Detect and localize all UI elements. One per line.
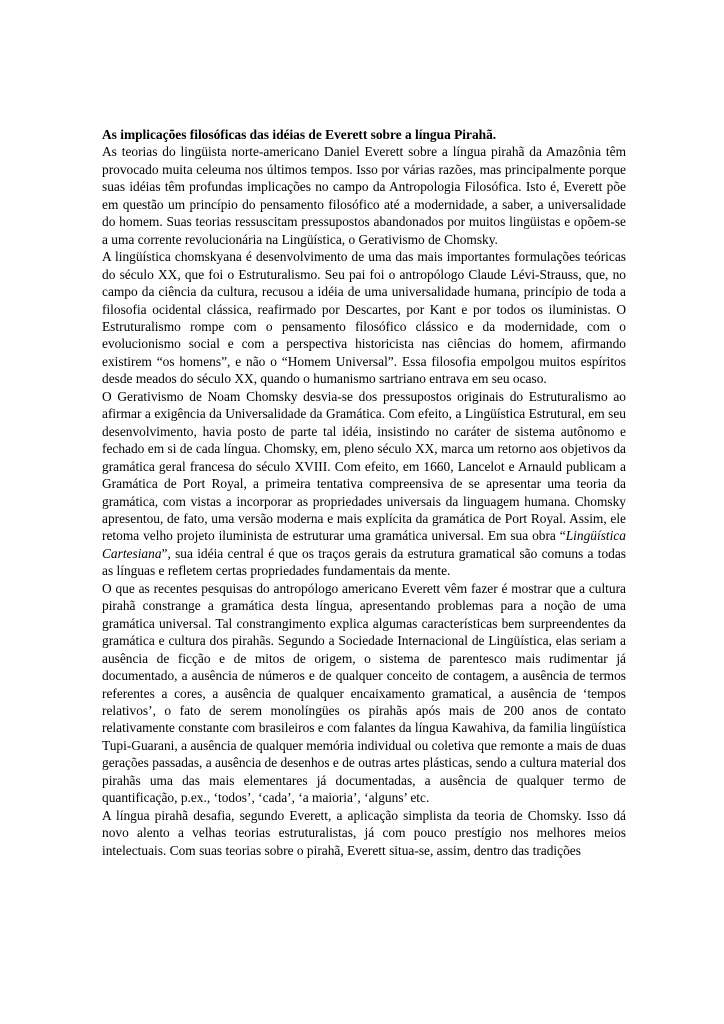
paragraph-3-text-after: ”, sua idéia central é que os traços gerais da estrutura gramatical são comuns a todas as línguas e refletem certas propriedades fundamentais da mente. — [102, 545, 626, 579]
book-title-emphasis: Lingüística Cartesiana — [102, 528, 626, 561]
document-page — [102, 126, 626, 859]
paragraph-2: A lingüística chomskyana é desenvolvimento de uma das mais importantes formulações teóricas do século XX, que foi o Estruturalismo. Seu pai foi o antropólogo Claude Lévi-Strauss, que, no campo da ciência da cultura, recusou a idéia de uma universalidade humana, princípio de toda a filosofia ocidental clássica, reafirmado por Descartes, por Kant e por todos os iluministas. O Estruturalismo rompe com o pensamento filosófico clássico e da modernidade, com o evolucionismo social e com a perspectiva historicista nas ciências do homem, afirmando existirem “os homens”, e não o “Homem Universal”. Essa filosofia empolgou muitos espíritos desde meados do século XX, quando o humanismo sartriano entrava em seu ocaso. — [102, 249, 626, 387]
paragraph-4: O que as recentes pesquisas do antropólogo americano Everett vêm fazer é mostrar que a cultura pirahã constrange a gramática desta língua, apresentando problemas para a noção de uma gramática universal. Tal constrangimento explica algumas características bem surpreendentes da gramática e cultura dos pirahãs. Segundo a Sociedade Internacional de Lingüística, elas seriam a ausência de ficção e de mitos de origem, o sistema de parentesco mais rudimentar já documentado, a ausência de números e de qualquer conceito de contagem, a ausência de termos referentes a cores, a ausência de qualquer encaixamento gramatical, a ausência de ‘tempos relativos’, o fato de serem monolíngües os pirahãs após mais de 200 anos de contato relativamente constante com brasileiros e com falantes da língua Kawahiva, da familia lingüística Tupi-Guarani, a ausência de qualquer memória individual ou coletiva que remonte a mais de duas gerações passadas, a ausência de desenhos e de outras artes plásticas, sendo a cultura material dos pirahãs uma das mais elementares já documentadas, a ausência de qualquer termo de quantificação, p.ex., ‘todos’, ‘cada’, ‘a maioria’, ‘alguns’ etc. — [102, 580, 626, 806]
paragraph-3 — [102, 388, 626, 580]
paragraph-1: As teorias do lingüista norte-americano Daniel Everett sobre a língua pirahã da Amazônia têm provocado muita celeuma nos últimos tempos. Isso por várias razões, mas principalmente porque suas idéias têm profundas implicações no campo da Antropologia Filosófica. Isto é, Everett põe em questão um princípio do pensamento filosófico até a modernidade, a saber, a universalidade do homem. Suas teorias ressuscitam pressupostos abandonados por muitos lingüistas e opõem-se a uma corrente revolucionária na Lingüística, o Gerativismo de Chomsky. — [102, 144, 626, 247]
paragraph-5: A língua pirahã desafia, segundo Everett, a aplicação simplista da teoria de Chomsky. Isso dá novo alento a velhas teorias estruturalistas, já com pouco prestígio nos melhores meios intelectuais. Com suas teorias sobre o pirahã, Everett situa-se, assim, dentro das tradições — [102, 807, 626, 858]
document-title: As implicações filosóficas das idéias de Everett sobre a língua Pirahã. — [102, 127, 497, 142]
paragraph-3-text-before: O Gerativismo de Noam Chomsky desvia-se dos pressupostos originais do Estruturalismo ao afirmar a exigência da Universalidade da Gramática. Com efeito, a Lingüística Estrutural, em seu desenvolvimento, havia posto de parte tal idéia, insistindo no caráter de sistema autônomo e fechado em si de cada língua. Chomsky, em, pleno século XX, marca um retorno aos objetivos da gramática geral francesa do século XVIII. Com efeito, em 1660, Lancelot e Arnauld publicam a Gramática de Port Royal, a primeira tentativa compreensiva de se apresentar uma teoria da gramática, com vistas a incorporar as propriedades universais da linguagem humana. Chomsky apresentou, de fato, uma versão moderna e mais explícita da gramática de Port Royal. Assim, ele retoma velho projeto iluminista de estruturar uma gramática universal. Em sua obra “ — [102, 388, 626, 544]
